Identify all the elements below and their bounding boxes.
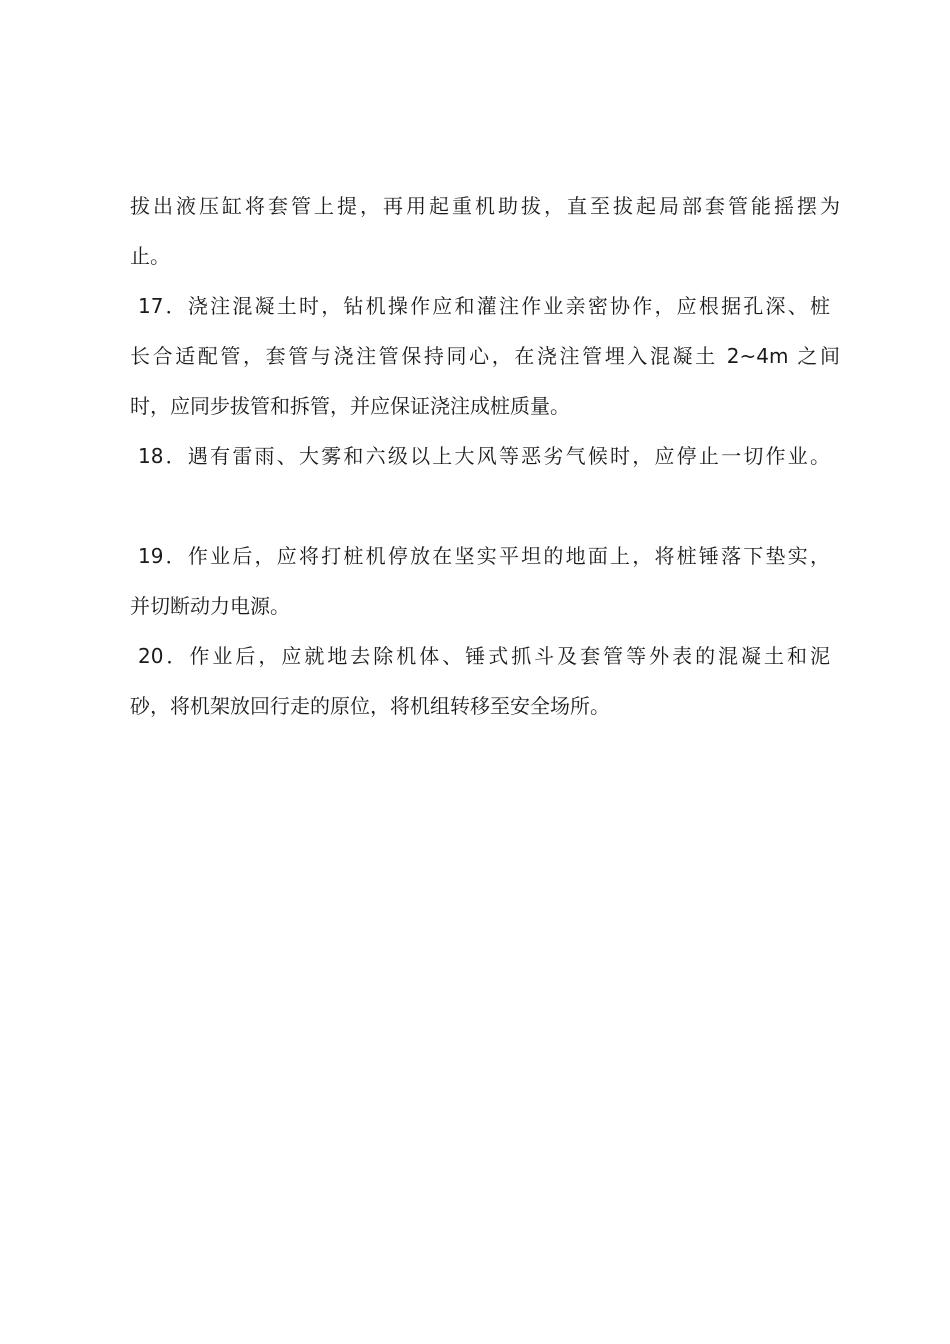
paragraph-19-line: 并切断动力电源。 xyxy=(130,594,290,618)
text-line: 拔出液压缸将套管上提，再用起重机助拔，直至拔起局部套管能摇摆为 xyxy=(130,194,840,218)
paragraph-17-line: 17．浇注混凝土时，钻机操作应和灌注作业亲密协作，应根据孔深、桩 xyxy=(138,294,830,318)
paragraph-19-line: 19．作业后，应将打桩机停放在坚实平坦的地面上，将桩锤落下垫实， xyxy=(138,544,830,568)
paragraph-18-line: 18．遇有雷雨、大雾和六级以上大风等恶劣气候时，应停止一切作业。 xyxy=(138,444,830,468)
paragraph-17-line: 时，应同步拔管和拆管，并应保证浇注成桩质量。 xyxy=(130,394,570,418)
paragraph-17-line: 长合适配管，套管与浇注管保持同心，在浇注管埋入混凝土 2~4m 之间 xyxy=(130,344,840,368)
text-line: 止。 xyxy=(130,244,170,268)
paragraph-20-line: 20．作业后，应就地去除机体、锤式抓斗及套管等外表的混凝土和泥 xyxy=(138,644,830,668)
paragraph-20-line: 砂，将机架放回行走的原位，将机组转移至安全场所。 xyxy=(130,694,610,718)
